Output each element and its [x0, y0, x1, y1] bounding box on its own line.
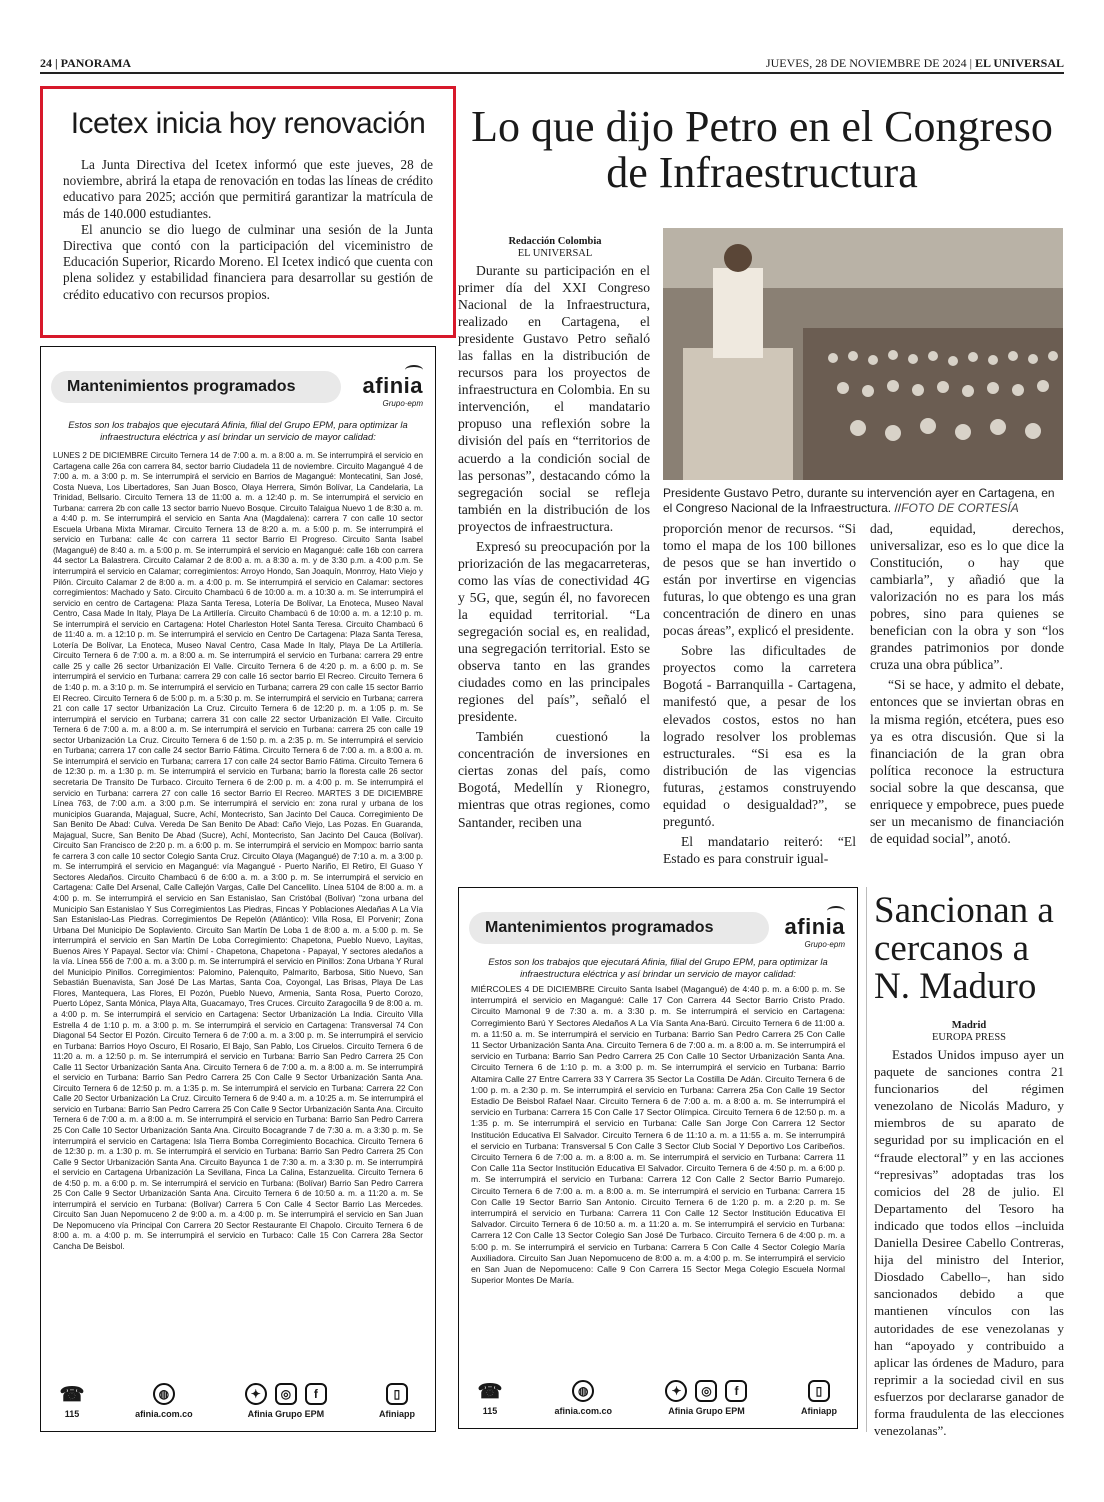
globe-icon: ◍ [153, 1383, 175, 1405]
afinia-ad-main [40, 346, 436, 1432]
petro-headline: Lo que dijo Petro en el Congreso de Infraestructura [471, 102, 1053, 197]
petro-column-3: dad, equidad, derechos, universalizar, eso es lo que dice la Constitución, o hay que cambiarla”, y añadió que la valorización no es para los más pobres, sino para quienes se benefician con la obra y son “los grandes patrimonios por donde cruza una obra pública”. “Si se hace, y admito el debate, entonces que se inviertan obras en la misma región, etcétera, pues eso ya es otra discusión. Que si la financiación de la gran obra política reconoce la estructura social sobre la que descansa, que enriquece y empobrece, pues puede ser un mecanismo de financiación de equidad social”, anotó. [870, 521, 1064, 846]
facebook-icon: f [725, 1380, 747, 1402]
website-contact: ◍ afinia.com.co [554, 1380, 612, 1416]
ad-body: LUNES 2 DE DICIEMBRE Circuito Ternera 14 de 7:00 a. m. a 8:00 a. m. Se interrumpirá el servicio en Cartagena calle 26a con carrera 84, sector barrio Ciudadela 11 de noviembre. Circuito Magangué 4 de 7:00 a. m. a 3:00 p. m. Se interrumpirá el servicio en Barrios de Magangué: Montecatini, San José, Costa Nueva, Los Libertadores, San Juan Bosco, Olaya Herrera, Simón Bolívar, La Candelaria, La Trinidad, Bellsario. Circuito Ternera 13 de 11:00 a. m. a 12:40 p. m. Se interrumpirá el servicio en Turbana: carrera 2b con calle 13 sector barrio Nuevo Bosque. Circuito Talaigua Nuevo 1 de 8:30 a. m. a 4:40 p. m. Se interrumpirá el servicio en Santa Ana (Magdalena): carrera 7 con calle 10 sector Escuela Urbana Mixta Miramar. Circuito Ternera 13 de 8:20 a. m. a 5:00 p. m. Se interrumpirá el servicio en Turbana: calle 4c con carrera 11 sector Barrio El Progreso. Circuito Santa Isabel (Magangué) de 8:40 a. m. a 5:00 p. m. Se interrumpirá el servicio en Magangué: calle 16b con carrera 44 sector La Balastrera. Circuito Calamar 2 de 8:00 a. m. a 8:30 a. m. y de 3:30 p.m. a 4:00 p.m. Se interrumpirá el servicio en Calamar; corregimientos: Arroyo Hondo, San Joaquín, Monrroy, Hato Viejo y Pilón. Circuito Calamar 2 de 8:00 a. m. a 4:00 p. m. Se interrumpirá el servicio en Calamar: sectores corregimientos: Machado y Sato. Circuito Chambacú 6 de 10:00 a. m. a 10:30 a. m. Se interrumpirá el servicio en centro de Cartagena: Plaza Santa Teresa, Lotería De Bolívar, La Enoteca, Museo Naval Centro, Casa Made In Italy, Playa De La Artillería. Circuito Chambacú 6 de 10:00 a. m. a 12:10 p. m. Se interrumpirá el servicio en Cartagena: Hotel Charleston Hotel Santa Teresa. Circuito Chambacú 6 de 11:40 a. m. a 12:10 p. m. Se interrumpirá el servicio en Centro De Cartagena: Plaza Santa Teresa, Lotería De Bolívar, La Enoteca, Museo Naval Centro, Casa Made In Italy, Playa De La Artillería. Circuito Ternera 6 de 7:00 a. m. a 8:00 a. m. Se interrumpirá el servicio en Turbana: carrera 29 entre calle 25 y calle 26 sector Urbanización El Valle. Circuito Ternera 6 de 4:20 p. m. a 6:00 p. m. Se interrumpirá el servicio en Turbana: carrera 29 con calle 16 sector barrio El Recreo. Circuito Ternera 6 de 1:40 p. m. a 3:10 p. m. Se interrumpirá el servicio en Turbana; carrera 29 con calle 15 sector Barrio El Recreo. Circuito Ternera 6 de 5:00 p. m. a 5:30 p. m. Se interrumpirá el servicio en Turbana; carrera 21 con calle 17 sector Urbanización La Cruz. Circuito Ternera 6 de 12:20 p. m. a 1:05 p. m. Se interrumpirá el servicio en Turbana; carrera 31 con calle 22 sector Urbanización El Valle. Circuito Ternera 6 de 7:00 a. m. a 8:00 a. m. Se interrumpirá el servicio en Turbana: carrera 25 con calle 19 sector Urbanización La Cruz. Circuito Ternera 6 de 1:50 p. m. a 2:35 p. m. Se interrumpirá el servicio en Turbana; carrera 17 con calle 24 sector Barrio Fátima. Circuito Ternera 6 de 7:00 a. m. a 8:00 a. m. Se interrumpirá el servicio en Turbana; carrera 17 con calle 24 sector Barrio Fátima. Circuito Ternera 6 de 12:30 p. m. a 1:30 p. m. Se interrumpirá el servicio en Turbana; barrio la floresta calle 26 sector secretaria De Transito De Turbaco. Circuito Ternera 6 de 2:00 p. m. a 4:00 p. m. Se interrumpirá el servicio en Turbana: carrera 27 con calle 16 sector Barrio El Recreo. MARTES 3 DE DICIEMBRE Línea 763, de 7:00 a.m. a 3:00 p.m. Se interrumpirá el servicio en: zona rural y urbana de los municipios Guaranda, Majagual, Sucre, Achí, Montecristo, San Jacinto Del Cauca. Corregimiento De San Benito De Abad: Culva. Vereda De San Benito De Abad: Caño Viejo, Las Pozas. En Guaranda, Majagual, Sucre, San Benito De Abad (Sucre), Achí, Montecristo, San Jacinto Del Cauca (Bolívar). Circuito San Francisco de 2:20 p. m. a 6:00 p. m. Se interrumpirá el servicio en Mompox: barrio santa fe carrera 3 con calle 10 sector Colegio Santa Cruz. Circuito Olaya (Magangué) de 7:10 a. m. a 3:00 p. m. Se interrumpirá el servicio en Magangué: vía Magangué - Puerto Nariño, El Retiro, El Guaso Y Sectores Aledaños. Circuito Chambacú 6 de 6:00 a. m. a 3:00 p. m. Se interrumpirá el servicio en Cartagena: Calle Del Arsenal, Calle Callejón Vargas, Calle Del Cancellito. Línea 5104 de 8:00 a. m. a 4:00 p. m. Se interrumpirá el servicio en San Estanislao, San Cristóbal (Bolívar) "zona urbana del Municipio San Estanislao Y Sus Corregimientos Las Piedras, Fincas Y Poblaciones Aledañas A La Vía San Estanislao-Las Piedras. Corregimientos De Repelón (Atlántico): Villa Rosa, El Porvenir; Zona Urbana Del Municipio De Soplaviento. Circuito San Martín De Loba 1 de 8:00 a. m. a 5:00 p. m. Se interrumpirá el servicio en San Martín De Loba Corregimiento: Chapetona, Pueblo Nuevo, Layitas, Buenos Aires Y Papayal. Sector vía: Chimí - Chapetona, Chapetona - Papayal, Y sectores aledaños a la vía. Línea 556 de 7:00 a. m. a 3:00 p. m. Se interrumpirá el servicio en Pinillos: Zona Urbana Y Rural del Municipio Pinillos. Corregimientos: Palomino, Palenquito, Palmarito, Barbosa, Sitio Nuevo, San Sebastián Buenavista, San José De Las Martas, Santa Coa, Coyongal, Las Brisas, Playa De Las Flores, Mantequera, Las Flores, El Pozón, Pueblo Nuevo, Armenia, Santa Rosa, Puerto Corozo, Puerto López, Santa Mónica, Playa Alta, Guacamayo, Tres Cruces. Circuito Zaragocilla 9 de 8:00 a. m. a 4:00 p. m. Se interrumpirá el servicio en Cartagena: Sector Urbanización La India. Circuito Villa Estrella 4 de 1:10 p. m. a 3:00 p. m. Se interrumpirá el servicio en Cartagena: Transversal 74 Con Diagonal 54 Sector El Pozón. Circuito Ternera 6 de 7:00 a. m. a 3:00 p. m. Se interrumpirá el servicio en Turbana: Barrios Hoyo Oscuro, El Rosario, El Bajo, San Pablo, Los Ciruelos. Circuito Ternera 6 de 11:20 a. m. a 12:50 p. m. Se interrumpirá el servicio en Turbana: Barrio San Pedro Carrera 25 Con Calle 11 Sector Urbanización Santa Ana. Circuito Ternera 6 de 7:00 a. m. a 8:00 a. m. Se interrumpirá el servicio en Turbana: Barrio San Pedro Carrera 25 Con Calle 9 Sector Urbanización Santa Ana. Circuito Ternera 6 de 12:50 p. m. a 1:35 p. m. Se interrumpirá el servicio en Turbana: Carrera 22 Con Calle 20 Sector Urbanización La Cruz. Circuito Ternera 6 de 9:40 a. m. a 10:25 a. m. Se interrumpirá el servicio en Turbana: Barrio San Pedro Carrera 25 Con Calle 9 Sector Urbanización Santa Ana. Circuito Ternera 6 de 7:00 a. m. a 8:00 a. m. Se interrumpirá el servicio en Turbana: Barrio San Pedro Carrera 25 Con Calle 10 Sector Urbanización Santa Ana. Circuito Bocagrande 7 de 7:30 a. m. a 3:30 p. m. Se interrumpirá el servicio en Cartagena: Isla Tierra Bomba Corregimiento Bocachica. Circuito Ternera 6 de 12:30 p. m. a 1:30 p. m. Se interrumpirá el servicio en Turbana: Barrio San Pedro Carrera 25 Con Calle 9 Sector Urbanización Santa Ana. Circuito Bayunca 1 de 7:30 a. m. a 3:30 p. m. Se interrumpirá el servicio en Cartagena Urbanización La Sevillana, Finca La Calina, Estanzuelita. Circuito Ternera 6 de 4:50 p. m. a 6:00 p. m. Se interrumpirá el servicio en Turbana: (Bolívar) Barrio San Pedro Carrera 25 Con Calle 9 Sector Urbanización Santa Ana. Circuito Ternera 6 de 10:50 a. m. a 11:20 a. m. Se interrumpirá el servicio en Turbana: (Bolívar) Carrera 5 Con Calle 4 Sector Barrio Las Mercedes. Circuito San Juan Nepomuceno 2 de 9:00 a. m. a 4:00 p. m. Se interrumpirá el servicio en San Juan De Nepomuceno vía Principal Con Carrera 20 Sector Restaurante El Chapolo. Circuito Ternera 6 de 8:00 a. m. a 4:00 p. m. Se interrumpirá el servicio en Turbaco: Calle 15 Con Carrera 28a Sector Cancha De Beisbol. [53, 451, 423, 1252]
icetex-paragraph: El anuncio se dio luego de culminar una sesión de la Junta Directiva que contó con la participación del viceministro de Educación Superior, Ricardo Moreno. El Icetex indicó que cuenta con plena solidez y estabilidad financiera para desarrollar su gestión de crédito educativo con recursos propios. [63, 221, 433, 302]
mobile-icon: ▯ [808, 1380, 830, 1402]
afinia-ad-second [458, 887, 858, 1429]
ad-intro: Estos son los trabajos que ejecutará Afinia, filial del Grupo EPM, para optimizar la infraestructura eléctrica y así brindar un servicio de mayor calidad: [68, 419, 408, 442]
phone-contact: ☎ 115 [477, 1380, 503, 1416]
twitter-icon: ✦ [245, 1383, 267, 1405]
publication-name: EL UNIVERSAL [974, 56, 1064, 70]
icetex-paragraph: La Junta Directiva del Icetex informó que este jueves, 28 de noviembre, abrirá la etapa de renovación en todas las líneas de crédito educativo para 2025; acción que permitirá garantizar la matrícula de más de 140.000 estudiantes. [63, 157, 433, 221]
ad-title: Mantenimientos programados [469, 912, 769, 944]
ad-body: MIÉRCOLES 4 DE DICIEMBRE Circuito Santa Isabel (Magangué) de 4:40 p. m. a 6:00 p. m. Se interrumpirá el servicio en Magangué: Calle 17 Con Carrera 44 Sector Barrio Cristo Prado. Circuito Mamonal 9 de 7:30 a. m. a 3:30 p. m. Se interrumpirá el servicio en Cartagena: Corregimiento Barú Y Sectores Aledaños A La Vía Santa Ana-Barú. Circuito Ternera 6 de 11:00 a. m. a 11:50 a. m. Se interrumpirá el servicio en Turbana: Barrio San Pedro Carrera 25 Con Calle 11 Sector Urbanización Santa Ana. Circuito Ternera 6 de 7:00 a. m. a 8:00 a. m. Se interrumpirá el servicio en Turbana: Barrio San Pedro Carrera 25 Con Calle 10 Sector Urbanización Santa Ana. Circuito Ternera 6 de 1:10 p. m. a 3:00 p. m. Se interrumpirá el servicio en Turbana: Barrio Altamira Calle 27 Entre Carrera 33 Y Carrera 35 Sector La Costilla De Adán. Circuito Ternera 6 de 1:00 p. m. a 2:30 p. m. Se interrumpirá el servicio en Turbana: Carrera 25a Con Calle 19 Sector Estadio De Beisbol Rafael Naar. Circuito Ternera 6 de 7:00 a. m. a 8:00 a. m. Se interrumpirá el servicio en Turbana: Carrera 15 Con Calle 17 Sector Olímpica. Circuito Ternera 6 de 12:50 p. m. a 1:35 p. m. Se interrumpirá el servicio en Turbana: Calle San Jorge Con Carrera 12 Sector Institución Educativa El Salvador. Circuito Ternera 6 de 11:10 a. m. a 11:55 a. m. Se interrumpirá el servicio en Turbana: Transversal 5 Con Calle 3 Sector Club Social Y Deportivo Los Caribeños. Circuito Ternera 6 de 7:00 a. m. a 8:00 a. m. Se interrumpirá el servicio en Turbana: Carrera 11 Con Calle 11a Sector Institución Educativa El Salvador. Circuito Ternera 6 de 4:50 p. m. a 6:00 p. m. Se interrumpirá el servicio en Turbana: Carrera 12 Con Calle 2 Sector Barrio Pumarejo. Circuito Ternera 6 de 7:00 a. m. a 8:00 a. m. Se interrumpirá el servicio en Turbana: Carrera 15 Con Calle 19 Sector Barrio San Antonio. Circuito Ternera 6 de 1:20 p. m. a 2:20 p. m. Se interrumpirá el servicio en Turbana: Carrera 11 Con Calle 12 Sector Institución Educativa El Salvador. Circuito Ternera 6 de 10:50 a. m. a 11:20 a. m. Se interrumpirá el servicio en Turbana: Carrera 12 Con Calle 13 Sector Colegio San José De Turbaco. Circuito Ternera 6 de 4:00 p. m. a 5:00 p. m. Se interrumpirá el servicio en Turbana: Carrera 5 Con Calle 4 Sector Colegio María Auxiliadora. Circuito San Juan Nepomuceno de 8:00 a. m. a 4:00 p. m. Se interrumpirá el servicio en San Juan de Nepomuceno: Calle 9 Con Carrera 15 Sector Mega Colegio Escuela Normal Superior Montes De María. [471, 984, 845, 1286]
petro-byline: Redacción Colombia EL UNIVERSAL [508, 236, 602, 259]
maduro-headline: Sancionan a cercanos a N. Maduro [874, 890, 1054, 1007]
petro-column-2: proporción menor de recursos. “Si tomo el mapa de los 100 billones de pesos que se han invertido o están por invertirse en vigencias futuras, lo que obtengo es una gran concentración de dinero en unas pocas áreas”, explicó el presidente. Sobre las dificultades de proyectos como la carretera Bogotá - Barranquilla - Cartagena, manifestó que, a pesar de los elevados costos, estos no han logrado resolver los problemas estructurales. “Si esa es la distribución de las vigencias futuras, ¿estamos construyendo equidad o desigualdad?”, se preguntó. El mandatario reiteró: “El Estado es para construir igual- [663, 521, 856, 866]
maduro-body: Estados Unidos impuso ayer un paquete de sanciones contra 21 funcionarios del régimen venezolano de Nicolás Maduro, y miembros de su aparato de seguridad por su implicación en el “fraude electoral” y en las acciones “represivas” adoptadas tras los comicios del 28 de julio. El Departamento del Tesoro ha indicado que todos ellos –incluida Daniella Desiree Cabello Contreras, hija del ministro del Interior, Diosdado Cabello–, han sido sancionados debido a que mantienen vínculos con las autoridades de ese venezolanas y han “apoyado y contribuido a aplicar las órdenes de Maduro, para reprimir a la sociedad civil en sus esfuerzos por declararse ganador de forma fraudulenta de las elecciones venezolanas”. [874, 1047, 1064, 1439]
mobile-icon: ▯ [386, 1383, 408, 1405]
twitter-icon: ✦ [665, 1380, 687, 1402]
page-section: 24 | PANORAMA [40, 56, 132, 70]
icetex-title: Icetex inicia hoy renovación [70, 107, 426, 140]
page-header [40, 54, 1064, 74]
afinia-logo: afinia Grupo·epm [363, 365, 423, 408]
ad-intro: Estos son los trabajos que ejecutará Afinia, filial del Grupo EPM, para optimizar la infraestructura eléctrica y así brindar un servicio de mayor calidad: [488, 956, 828, 979]
social-contact: ✦ ◎ f Afinia Grupo EPM [245, 1383, 327, 1419]
headset-icon: ☎ [59, 1383, 85, 1406]
app-contact: ▯ Afiniapp [379, 1383, 415, 1419]
social-contact: ✦ ◎ f Afinia Grupo EPM [665, 1380, 747, 1416]
afinia-logo: afinia Grupo·epm [785, 906, 845, 949]
petro-column-1: Durante su participación en el primer día del XXI Congreso Nacional de la Infraestructura, realizado en Cartagena, el presidente Gustavo Petro señaló las fallas en la distribución de recursos para los proyectos de infraestructura en Colombia. En su intervención, el mandatario propuso una reflexión sobre la división del país en “territorios de acuerdo a la condición social de las personas”, destacando cómo la segregación social se refleja también en la distribución de los proyectos de infraestructura. Expresó su preocupación por la priorización de las megacarreteras, como las vías de conectividad 4G y 5G, que, según él, no favorecen la equidad territorial. “La segregación social es, en realidad, una segregación territorial. Esto se observa tanto en las grandes ciudades como en las principales regiones del país”, señaló el presidente. También cuestionó la concentración de inversiones en ciertas zonas del país, como Bogotá, Medellín y Rionegro, mientras que otras regiones, como Santander, reciben una [458, 263, 650, 830]
globe-icon: ◍ [572, 1380, 594, 1402]
header-date: JUEVES, 28 DE NOVIEMBRE DE 2024 | EL UNIVERSAL [765, 56, 1064, 70]
ad-footer [61, 1365, 415, 1419]
petro-photo [663, 228, 1063, 480]
ad-footer [479, 1362, 837, 1416]
ad-title: Mantenimientos programados [51, 371, 341, 403]
instagram-icon: ◎ [695, 1380, 717, 1402]
facebook-icon: f [305, 1383, 327, 1405]
app-contact: ▯ Afiniapp [801, 1380, 837, 1416]
photo-caption: Presidente Gustavo Petro, durante su intervención ayer en Cartagena, en el Congreso Nacional de la Infraestructura. //FOTO DE CORTESÍA [663, 486, 1055, 515]
maduro-dateline: Madrid EUROPA PRESS [931, 1020, 1007, 1043]
column-divider [866, 887, 867, 1432]
website-contact: ◍ afinia.com.co [135, 1383, 193, 1419]
instagram-icon: ◎ [275, 1383, 297, 1405]
headset-icon: ☎ [477, 1380, 503, 1403]
phone-contact: ☎ 115 [59, 1383, 85, 1419]
icetex-article [40, 86, 456, 338]
